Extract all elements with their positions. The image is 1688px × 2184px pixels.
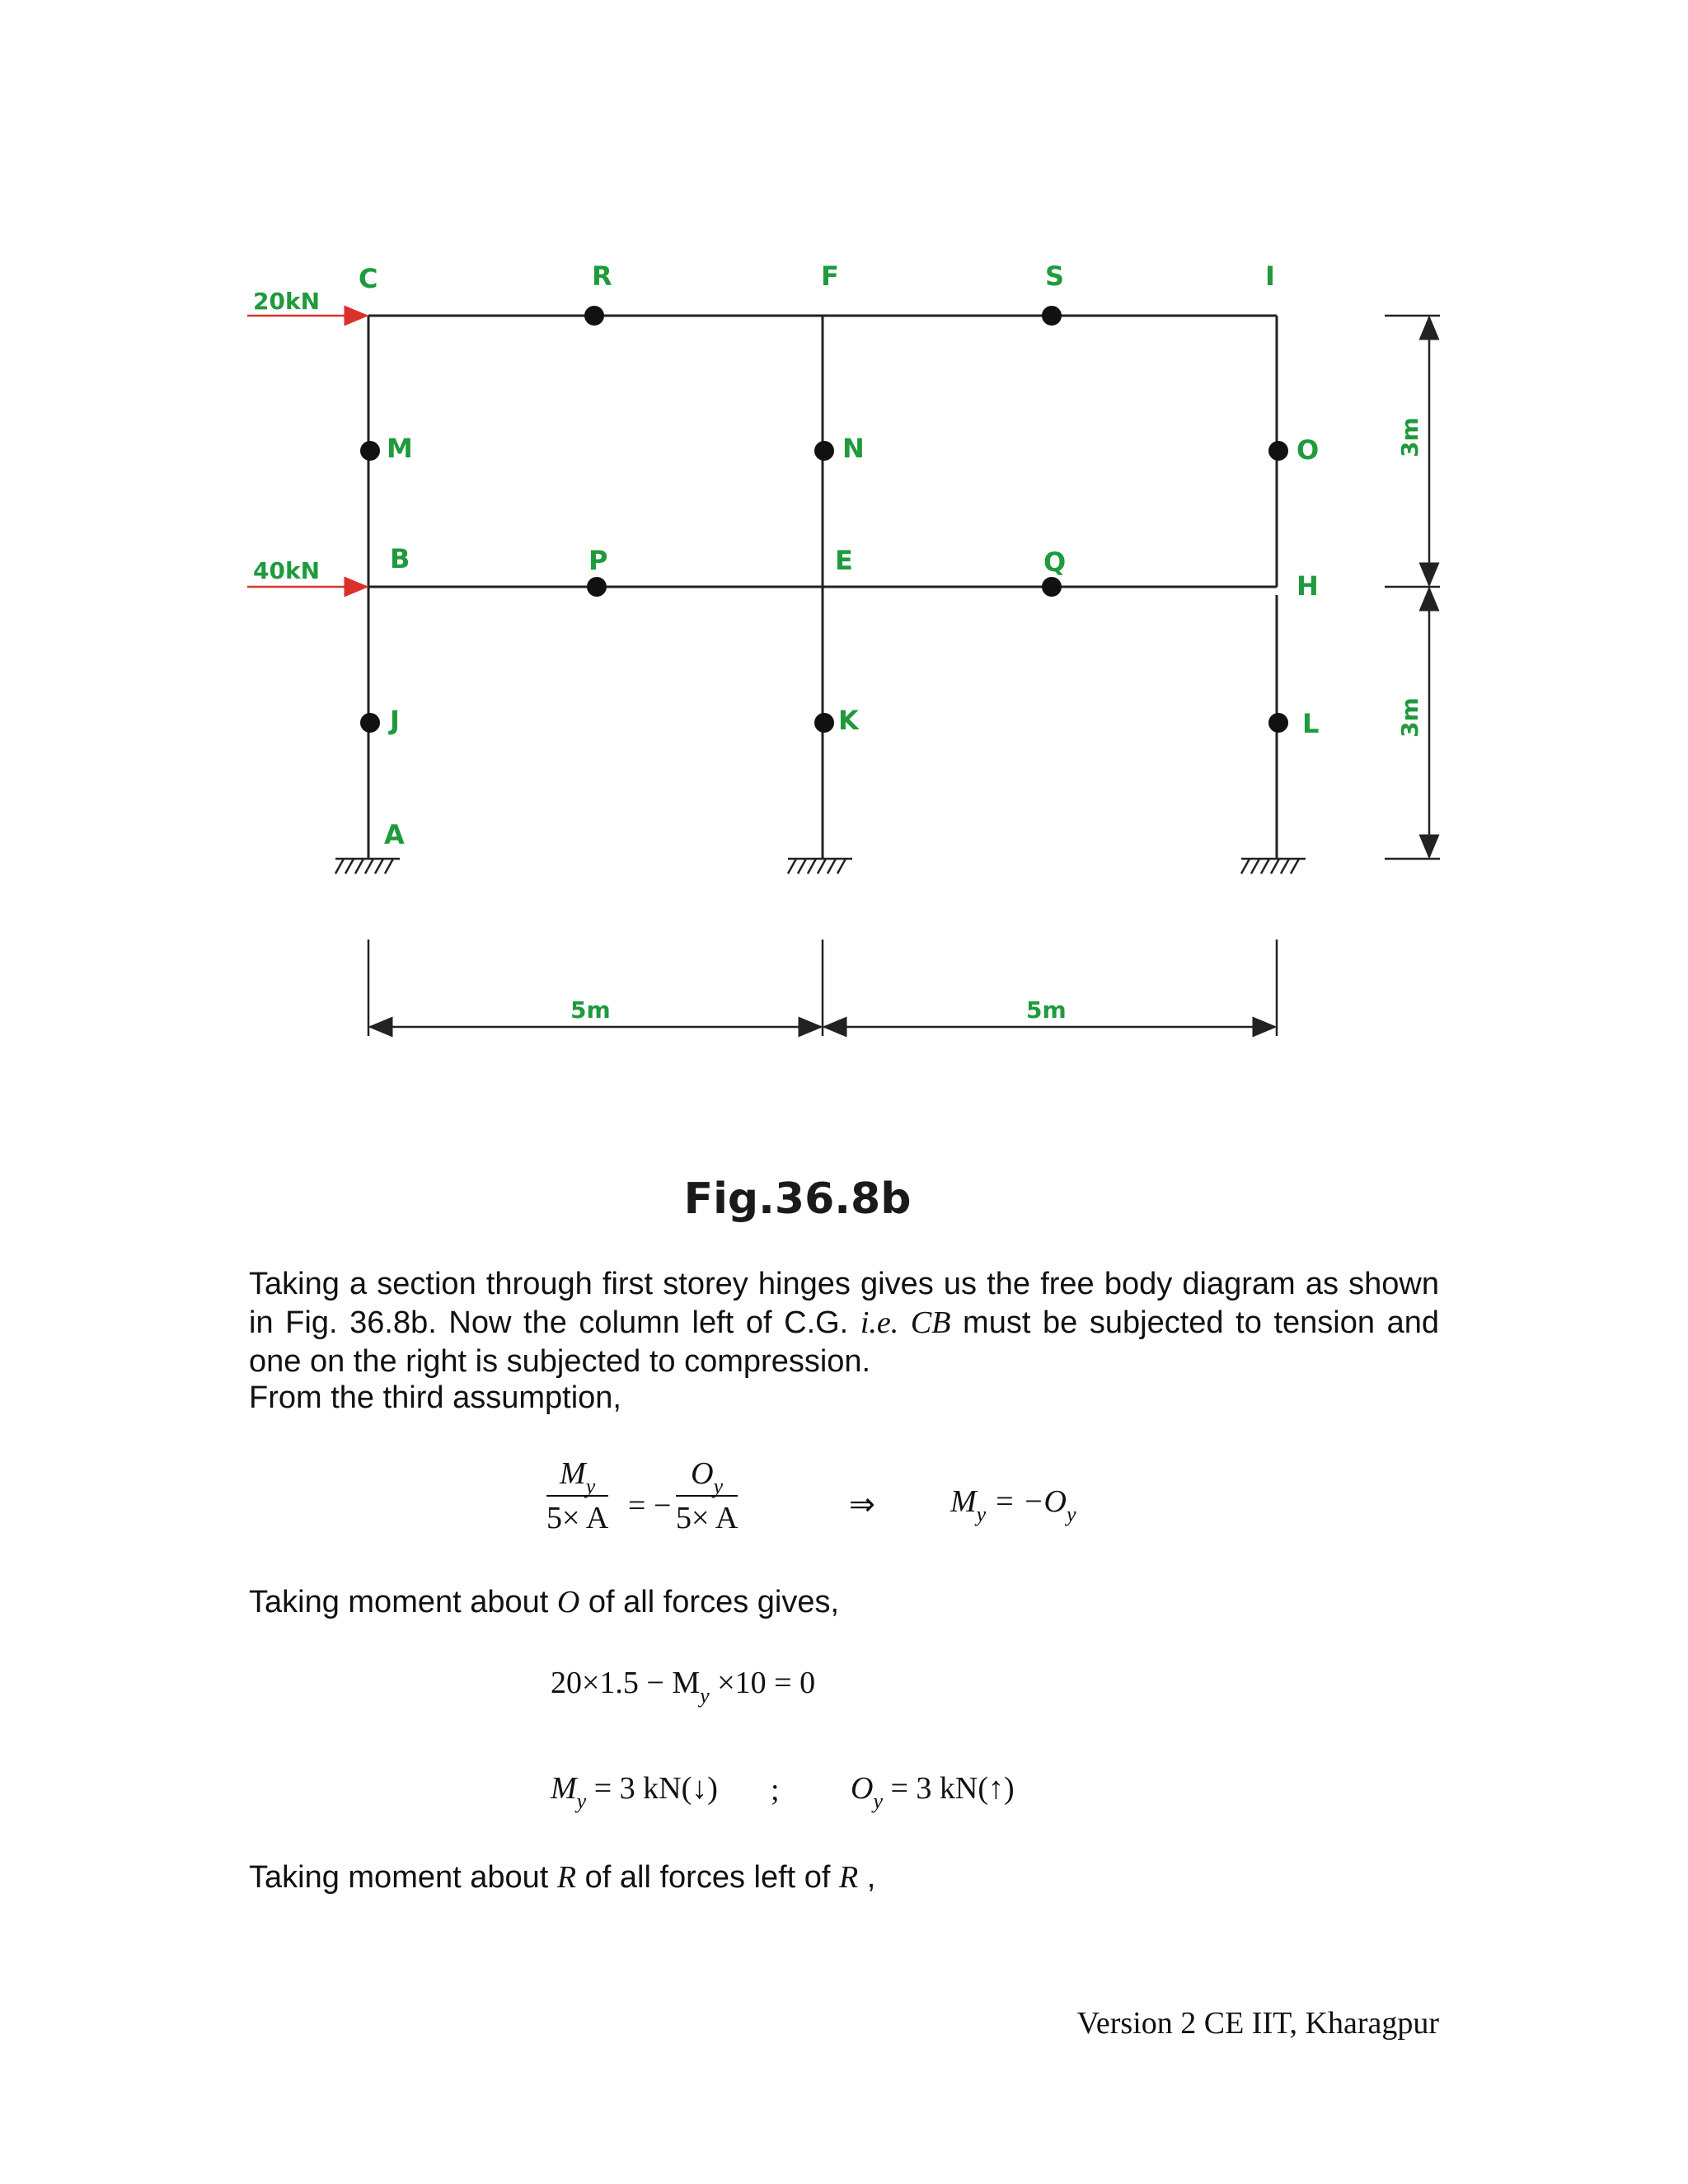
para1-ie: i.e. (860, 1305, 899, 1340)
hinge-P (587, 577, 607, 597)
eq1-num-right: O (691, 1456, 714, 1491)
eq3-o-sub: y (873, 1789, 883, 1813)
hinge-O (1268, 441, 1288, 461)
fixed-supports (335, 859, 1306, 874)
hinge-N (814, 441, 834, 461)
eq3-separator: ; (771, 1773, 780, 1807)
label-K: K (838, 705, 859, 736)
label-J: J (390, 705, 400, 736)
loads (247, 288, 367, 587)
hinges (360, 306, 1288, 733)
eq3-o-value: = 3 kN(↑) (883, 1771, 1015, 1806)
load-label-middle: 40kN (253, 557, 321, 584)
label-O: O (1296, 434, 1320, 466)
label-N: N (842, 433, 865, 464)
eq3-m-value: = 3 kN(↓) (586, 1771, 718, 1806)
eq1-num-left: M (560, 1456, 586, 1491)
label-E: E (835, 545, 853, 576)
para4-text-a: Taking moment about (249, 1860, 557, 1895)
support-middle (788, 859, 852, 874)
load-label-top: 20kN (253, 288, 321, 315)
hinge-J (360, 713, 380, 733)
eq2-sub: y (700, 1684, 710, 1708)
eq1-fraction-left (546, 1455, 608, 1536)
label-P: P (588, 545, 608, 576)
eq3-m-sub: y (576, 1789, 587, 1813)
eq1-fraction-right (676, 1455, 738, 1536)
hinge-M (360, 441, 380, 461)
dim-bay-left: 5m (570, 996, 611, 1024)
label-L: L (1302, 708, 1320, 739)
eq1-result-o-sub: y (1066, 1502, 1076, 1526)
label-Q: Q (1043, 546, 1067, 578)
para3-text-b: of all forces gives, (579, 1585, 840, 1619)
eq1-result-m: M (950, 1484, 977, 1519)
dim-storey-top: 3m (1396, 417, 1423, 457)
para4-r1: R (556, 1860, 577, 1895)
hinge-S (1042, 306, 1062, 326)
eq1-result-mid: = −O (986, 1484, 1067, 1519)
eq1-implies: ⇒ (849, 1488, 875, 1522)
eq1-num-right-sub: y (713, 1474, 724, 1498)
figure-caption: Fig.36.8b (683, 1174, 912, 1224)
eq3-my-result (551, 1770, 718, 1813)
para3-text-a: Taking moment about (249, 1585, 557, 1619)
label-B: B (390, 543, 410, 574)
paragraph-moment-about-r (249, 1859, 875, 1896)
label-A: A (384, 819, 405, 851)
dim-storey-bottom: 3m (1396, 697, 1423, 738)
para1-text-a: Taking a section through first storey hinges gives us the free body diagram as shown in Fig. 36.8b. Now the column left of C.G. (249, 1267, 1439, 1340)
eq3-oy-result (851, 1770, 1015, 1813)
dim-bay-right: 5m (1026, 996, 1067, 1024)
horizontal-dimensions (368, 940, 1277, 1036)
para1-cb: CB (910, 1305, 951, 1340)
support-right (1241, 859, 1306, 874)
hinge-Q (1042, 577, 1062, 597)
para4-r2: R (839, 1860, 859, 1895)
eq1-den-left: 5× A (546, 1501, 609, 1535)
joint-labels (359, 260, 1319, 851)
eq3-o: O (851, 1771, 874, 1806)
eq1-result-m-sub: y (976, 1502, 987, 1526)
paragraph-third-assumption: From the third assumption, (249, 1380, 621, 1415)
support-left (335, 859, 400, 874)
label-R: R (592, 260, 612, 292)
eq1-result (950, 1483, 1076, 1526)
label-I: I (1265, 260, 1275, 292)
para1-text-b: must be subjected to tension and one on the right is subjected to compression. (249, 1305, 1439, 1379)
eq1-den-right: 5× A (676, 1501, 738, 1535)
frame-members (368, 316, 1277, 859)
eq3-m: M (551, 1771, 577, 1806)
eq2-moment-equation (551, 1665, 816, 1708)
eq1-num-left-sub: y (585, 1474, 596, 1498)
label-F: F (821, 260, 839, 292)
vertical-dimensions (1385, 316, 1440, 859)
hinge-K (814, 713, 834, 733)
eq1-equals-minus: = − (628, 1488, 672, 1523)
para4-text-c: , (858, 1860, 876, 1895)
paragraph-moment-about-o (249, 1584, 839, 1620)
label-S: S (1045, 260, 1065, 292)
eq2-text-b: ×10 = 0 (709, 1666, 816, 1700)
label-C: C (359, 263, 378, 294)
label-H: H (1296, 570, 1319, 602)
para4-text-b: of all forces left of (576, 1860, 840, 1895)
hinge-R (584, 306, 604, 326)
page-footer: Version 2 CE IIT, Kharagpur (1076, 2006, 1439, 2041)
eq2-text-a: 20×1.5 − M (551, 1666, 701, 1700)
label-M: M (387, 433, 413, 464)
paragraph-section-description (249, 1265, 1439, 1381)
para3-o: O (556, 1585, 580, 1619)
hinge-L (1268, 713, 1288, 733)
